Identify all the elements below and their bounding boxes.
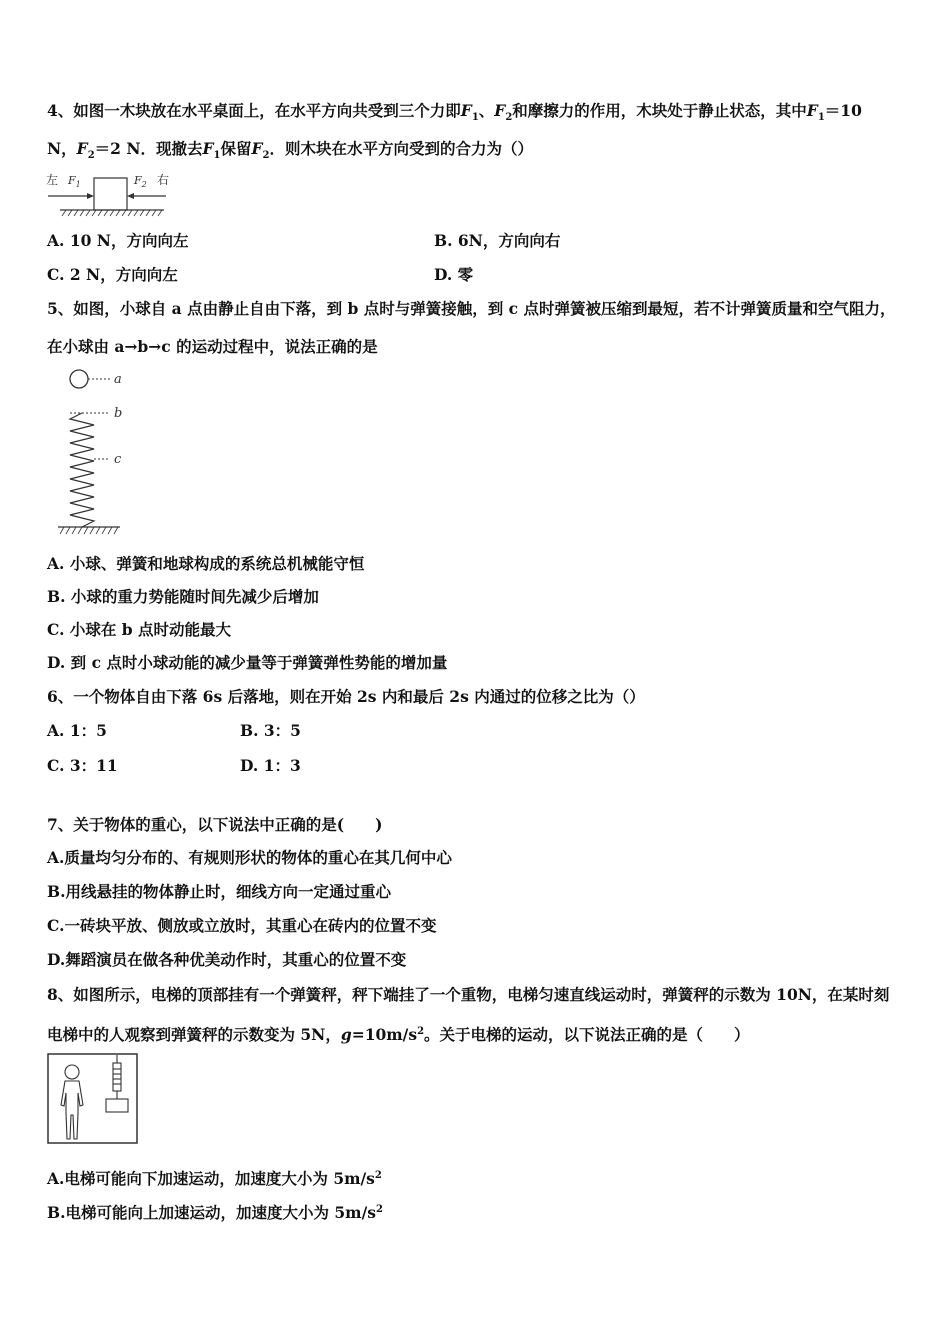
label-b: b bbox=[114, 406, 123, 421]
fig-left-label: 左 bbox=[46, 173, 59, 187]
q5-line1: 5、如图，小球自 a 点由静止自由下落，到 b 点时与弹簧接触，到 c 点时弹簧被压缩到最短，若不计弹簧质量和空气阻力， bbox=[47, 299, 896, 318]
q7-option-b: B.用线悬挂的物体静止时，细线方向一定通过重心 bbox=[47, 882, 391, 901]
q8-line1: 8、如图所示，电梯的顶部挂有一个弹簧秤，秤下端挂了一个重物，电梯匀速直线运动时，弹簧秤的示数为 10N，在某时刻 bbox=[47, 985, 890, 1004]
q5-option-c: C. 小球在 b 点时动能最大 bbox=[47, 620, 231, 639]
q7-option-d: D.舞蹈演员在做各种优美动作时，其重心的位置不变 bbox=[47, 950, 407, 969]
spring bbox=[70, 413, 94, 527]
q7-option-c: C.一砖块平放、侧放或立放时，其重心在砖内的位置不变 bbox=[47, 916, 437, 935]
label-a: a bbox=[114, 372, 122, 387]
q5-line2: 在小球由 a→b→c 的运动过程中，说法正确的是 bbox=[47, 337, 378, 356]
q8-option-a: A.电梯可能向下加速运动，加速度大小为 $5m/s^2$ bbox=[47, 1169, 382, 1189]
q6-option-a: A. 1：5 bbox=[47, 721, 107, 740]
q8-option-b: B.电梯可能向上加速运动，加速度大小为 $5m/s^2$ bbox=[47, 1203, 383, 1223]
q5-option-a: A. 小球、弹簧和地球构成的系统总机械能守恒 bbox=[47, 554, 365, 573]
q7-line1: 7、关于物体的重心，以下说法中正确的是( ) bbox=[47, 815, 383, 834]
q6-option-d: D. 1：3 bbox=[240, 756, 301, 775]
q5-option-d: D. 到 c 点时小球动能的减少量等于弹簧弹性势能的增加量 bbox=[47, 653, 448, 672]
q4-option-d: D. 零 bbox=[434, 265, 474, 284]
q6-line1: 6、一个物体自由下落 6s 后落地，则在开始 2s 内和最后 2s 内通过的位移之比为（） bbox=[47, 687, 645, 706]
block-force-figure bbox=[44, 170, 176, 220]
ball bbox=[70, 370, 88, 388]
wood-block bbox=[94, 178, 127, 210]
q4-line2: N，$F_2=2$ N．现撤去$F_1$保留$F_2$．则木块在水平方向受到的合力为（） bbox=[47, 139, 534, 162]
q4-option-c: C. 2 N，方向向左 bbox=[47, 265, 178, 284]
q8-line2: 电梯中的人观察到弹簧秤的示数变为 5N，$g=10m/s^2$。关于电梯的运动，以下说法正确的是（ ） bbox=[47, 1025, 750, 1045]
q6-option-c: C. 3：11 bbox=[47, 756, 118, 775]
label-c: c bbox=[114, 452, 122, 467]
q5-option-b: B. 小球的重力势能随时间先减少后增加 bbox=[47, 587, 319, 606]
weight-block bbox=[106, 1099, 128, 1112]
fig-f2-label: $F_2$ bbox=[134, 174, 147, 189]
fig-f1-label: $F_1$ bbox=[68, 174, 81, 189]
ball-spring-figure bbox=[54, 364, 144, 540]
q4-option-a: A. 10 N，方向向左 bbox=[47, 231, 189, 250]
q4-option-b: B. 6N，方向向右 bbox=[434, 231, 561, 250]
fig-right-label: 右 bbox=[157, 173, 170, 187]
q4-line1: 4、如图一木块放在水平桌面上，在水平方向共受到三个力即$F_1$、$F_2$和摩擦力的作用，木块处于静止状态，其中$F_1=10$ bbox=[47, 101, 862, 124]
q6-option-b: B. 3：5 bbox=[240, 721, 301, 740]
q7-option-a: A.质量均匀分布的、有规则形状的物体的重心在其几何中心 bbox=[47, 848, 452, 867]
elevator-figure bbox=[47, 1053, 139, 1145]
